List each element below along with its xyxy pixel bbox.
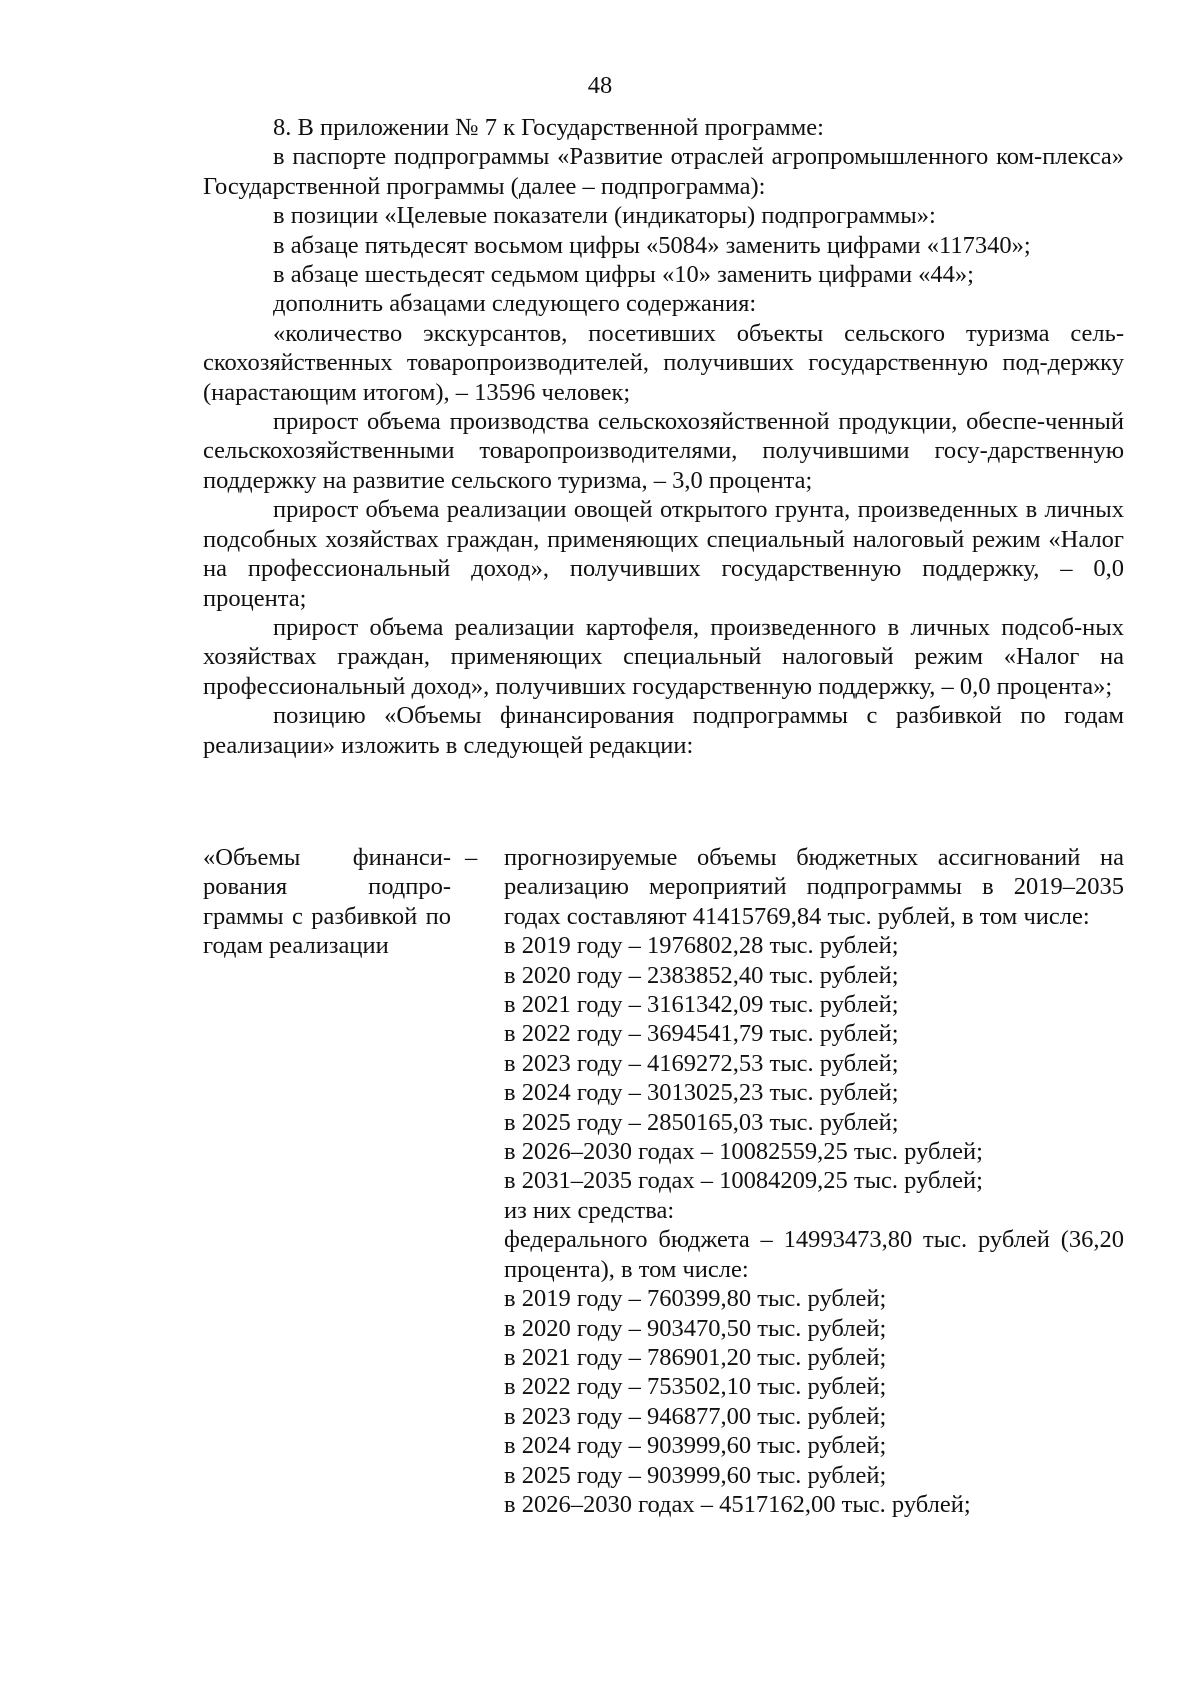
paragraph: позицию «Объемы финансирования подпрограммы с разбивкой по годам реализации» изложить в следующей редакции: bbox=[203, 702, 1124, 759]
list-item: в 2024 году – 3013025,23 тыс. рублей; bbox=[504, 1079, 899, 1107]
list-item: в 2025 году – 903999,60 тыс. рублей; bbox=[504, 1461, 887, 1489]
paragraph: прирост объема реализации овощей открытого грунта, произведенных в личных подсобных хозяйствах граждан, применяющих специальный налоговый режим «Налог на профессиональный доход», получивших государственную поддержку, – 0,0 процента; bbox=[203, 496, 1124, 612]
list-item: в 2026–2030 годах – 4517162,00 тыс. рублей; bbox=[504, 1490, 971, 1518]
passport-position-label: «Объемы финанси-рования подпро-граммы с разбивкой по годам реализации bbox=[203, 844, 451, 960]
list-item: в 2024 году – 903999,60 тыс. рублей; bbox=[504, 1432, 887, 1460]
paragraph: 8. В приложении № 7 к Государственной программе: bbox=[273, 114, 824, 141]
list-item: в 2023 году – 946877,00 тыс. рублей; bbox=[504, 1402, 887, 1430]
paragraph: в позиции «Целевые показатели (индикаторы) подпрограммы»: bbox=[273, 202, 936, 230]
list-item: в 2020 году – 903470,50 тыс. рублей; bbox=[504, 1314, 887, 1342]
paragraph: в абзаце пятьдесят восьмом цифры «5084» заменить цифрами «117340»; bbox=[273, 231, 1031, 259]
paragraph: «количество экскурсантов, посетивших объекты сельского туризма сель-скохозяйственных товаропроизводителей, получивших государственную под-держку (нарастающим итогом), – 13596 человек; bbox=[203, 319, 1124, 406]
paragraph: прирост объема реализации картофеля, произведенного в личных подсоб-ных хозяйствах граждан, применяющих специальный налоговый режим «Налог на профессиональный доход», получивших государственную поддержку, – 0,0 процента»; bbox=[203, 613, 1124, 700]
passport-position-content bbox=[504, 843, 1124, 1519]
list-item: в 2025 году – 2850165,03 тыс. рублей; bbox=[504, 1108, 899, 1136]
list-item: в 2022 году – 753502,10 тыс. рублей; bbox=[504, 1373, 887, 1401]
financing-intro: прогнозируемые объемы бюджетных ассигнований на реализацию мероприятий подпрограммы в 2019–2035 годах составляют 41415769,84 тыс. рублей, в том числе: bbox=[504, 844, 1124, 930]
list-item: в 2021 году – 3161342,09 тыс. рублей; bbox=[504, 991, 899, 1019]
paragraph: дополнить абзацами следующего содержания: bbox=[273, 290, 757, 318]
list-item: в 2023 году – 4169272,53 тыс. рублей; bbox=[504, 1049, 899, 1077]
amendment-text bbox=[203, 113, 1124, 760]
list-item: в 2021 году – 786901,20 тыс. рублей; bbox=[504, 1343, 887, 1371]
total-financing-by-year bbox=[504, 931, 1124, 1196]
paragraph: в паспорте подпрограммы «Развитие отраслей агропромышленного ком-плекса» Государственной программы (далее – подпрограмма): bbox=[203, 143, 1124, 200]
federal-financing-by-year bbox=[504, 1284, 1124, 1519]
list-item: в 2031–2035 годах – 10084209,25 тыс. рублей; bbox=[504, 1167, 983, 1195]
list-item: в 2022 году – 3694541,79 тыс. рублей; bbox=[504, 1020, 899, 1048]
paragraph: прирост объема производства сельскохозяйственной продукции, обеспе-ченный сельскохозяйственными товаропроизводителями, получившими госу-дарственную поддержку на развитие сельского туризма, – 3,0 процента; bbox=[203, 408, 1124, 494]
passport-dash: – bbox=[465, 844, 478, 871]
list-item: в 2026–2030 годах – 10082559,25 тыс. рублей; bbox=[504, 1138, 983, 1166]
sources-heading: из них средства: bbox=[504, 1196, 675, 1224]
paragraph: в абзаце шестьдесят седьмом цифры «10» заменить цифрами «44»; bbox=[273, 261, 974, 289]
list-item: в 2019 году – 1976802,28 тыс. рублей; bbox=[504, 932, 899, 960]
list-item: в 2020 году – 2383852,40 тыс. рублей; bbox=[504, 961, 899, 989]
page-number: 48 bbox=[587, 72, 613, 99]
list-item: в 2019 году – 760399,80 тыс. рублей; bbox=[504, 1285, 887, 1313]
federal-budget-intro: федерального бюджета – 14993473,80 тыс. рублей (36,20 процента), в том числе: bbox=[504, 1226, 1124, 1283]
